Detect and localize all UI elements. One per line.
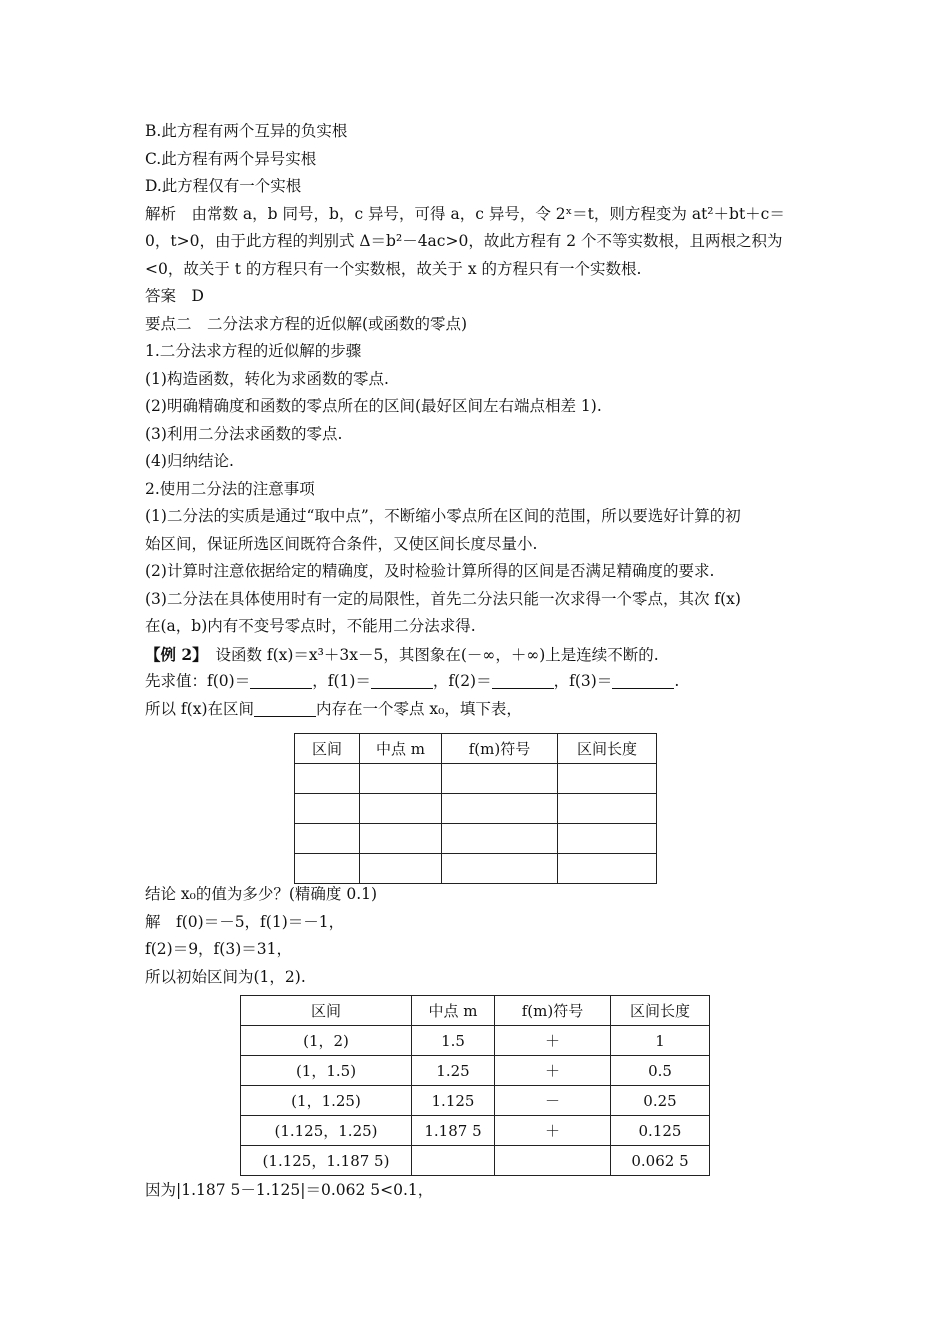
blank-f3[interactable] bbox=[612, 672, 674, 689]
blank-f1[interactable] bbox=[371, 672, 433, 689]
cell-sign: ＋ bbox=[495, 1026, 611, 1056]
example-tag: 【例 2】 bbox=[145, 644, 200, 664]
note-3-line-1: (3)二分法在具体使用时有一定的局限性，首先二分法只能一次求得一个零点，其次 f(x) bbox=[145, 589, 741, 608]
option-c: C.此方程有两个异号实根 bbox=[145, 149, 317, 168]
note-2: (2)计算时注意依据给定的精确度，及时检验计算所得的区间是否满足精确度的要求. bbox=[145, 562, 715, 580]
table-cell[interactable] bbox=[442, 794, 558, 824]
blank-table bbox=[294, 733, 657, 884]
bisection-table bbox=[240, 995, 710, 1176]
table-cell[interactable] bbox=[442, 854, 558, 884]
note-1-line-2: 始区间，保证所选区间既符合条件，又使区间长度尽量小. bbox=[145, 534, 538, 553]
table-cell[interactable] bbox=[295, 824, 360, 854]
cell-interval: (1.125，1.25) bbox=[241, 1116, 412, 1146]
table-cell[interactable] bbox=[295, 764, 360, 794]
q1-part-e: . bbox=[674, 672, 680, 690]
table-cell[interactable] bbox=[558, 794, 657, 824]
header-sign: f(m)符号 bbox=[495, 996, 611, 1026]
header-midpoint: 中点 m bbox=[360, 734, 442, 764]
cell-midpoint bbox=[412, 1146, 495, 1176]
header-midpoint: 中点 m bbox=[412, 996, 495, 1026]
blank-f0[interactable] bbox=[250, 672, 312, 689]
cell-sign bbox=[495, 1146, 611, 1176]
cell-interval: (1，2) bbox=[241, 1026, 412, 1056]
q2-part-b: 内存在一个零点 x₀，填下表， bbox=[316, 699, 522, 718]
note-3-line-2: 在(a，b)内有不变号零点时，不能用二分法求得. bbox=[145, 617, 476, 635]
subheading-1: 1.二分法求方程的近似解的步骤 bbox=[145, 342, 362, 360]
cell-length: 0.062 5 bbox=[611, 1146, 710, 1176]
table-row bbox=[241, 1026, 710, 1056]
table-row bbox=[295, 794, 657, 824]
header-interval: 区间 bbox=[241, 996, 412, 1026]
table-row bbox=[241, 1056, 710, 1086]
subheading-2: 2.使用二分法的注意事项 bbox=[145, 479, 315, 498]
example-2 bbox=[145, 641, 810, 669]
cell-length: 0.125 bbox=[611, 1116, 710, 1146]
table-cell[interactable] bbox=[295, 854, 360, 884]
table-cell[interactable] bbox=[360, 794, 442, 824]
example-text: 设函数 f(x)＝x³＋3x－5，其图象在(－∞，＋∞)上是连续不断的. bbox=[199, 645, 659, 664]
cell-interval: (1.125，1.187 5) bbox=[241, 1146, 412, 1176]
q1-part-d: ，f(3)＝ bbox=[553, 672, 613, 690]
section-heading: 要点二 二分法求方程的近似解(或函数的零点) bbox=[145, 314, 468, 333]
cell-sign: ＋ bbox=[495, 1116, 611, 1146]
analysis-line-3: <0，故关于 t 的方程只有一个实数根，故关于 x 的方程只有一个实数根. bbox=[145, 259, 642, 278]
solution-block bbox=[145, 881, 810, 991]
cell-length: 0.5 bbox=[611, 1056, 710, 1086]
cell-interval: (1，1.5) bbox=[241, 1056, 412, 1086]
step-3: (3)利用二分法求函数的零点. bbox=[145, 424, 343, 443]
cell-midpoint: 1.25 bbox=[412, 1056, 495, 1086]
analysis-line-2: 0，t>0，由于此方程的判别式 Δ＝b²－4ac>0，故此方程有 2 个不等实数根，且两根之积为 bbox=[145, 232, 783, 250]
cell-midpoint: 1.187 5 bbox=[412, 1116, 495, 1146]
note-1-line-1: (1)二分法的实质是通过“取中点”，不断缩小零点所在区间的范围，所以要选好计算的初 bbox=[145, 507, 741, 525]
table-cell[interactable] bbox=[558, 764, 657, 794]
table-cell[interactable] bbox=[360, 854, 442, 884]
option-d: D.此方程仅有一个实根 bbox=[145, 177, 302, 195]
table-cell[interactable] bbox=[360, 824, 442, 854]
table-row bbox=[295, 854, 657, 884]
final-line: 因为|1.187 5－1.125|＝0.062 5<0.1， bbox=[145, 1181, 434, 1199]
table-cell[interactable] bbox=[558, 824, 657, 854]
table-header-row bbox=[241, 996, 710, 1026]
cell-midpoint: 1.5 bbox=[412, 1026, 495, 1056]
table-row bbox=[241, 1086, 710, 1116]
header-length: 区间长度 bbox=[611, 996, 710, 1026]
cell-length: 0.25 bbox=[611, 1086, 710, 1116]
table-row bbox=[295, 764, 657, 794]
step-2: (2)明确精确度和函数的零点所在的区间(最好区间左右端点相差 1). bbox=[145, 397, 602, 415]
solution-line-2: f(2)＝9，f(3)＝31， bbox=[145, 940, 292, 958]
q1-part-b: ，f(1)＝ bbox=[312, 672, 371, 690]
final-block bbox=[145, 1177, 810, 1205]
table-cell[interactable] bbox=[360, 764, 442, 794]
header-interval: 区间 bbox=[295, 734, 360, 764]
solution-line-1: 解 f(0)＝－5，f(1)＝－1， bbox=[145, 912, 345, 931]
table-row bbox=[241, 1146, 710, 1176]
cell-interval: (1，1.25) bbox=[241, 1086, 412, 1116]
table-header-row bbox=[295, 734, 657, 764]
solution-line-3: 所以初始区间为(1，2). bbox=[145, 967, 306, 986]
step-4: (4)归纳结论. bbox=[145, 452, 234, 470]
header-sign: f(m)符号 bbox=[442, 734, 558, 764]
blank-f2[interactable] bbox=[492, 672, 554, 689]
table-row bbox=[241, 1116, 710, 1146]
cell-midpoint: 1.125 bbox=[412, 1086, 495, 1116]
q1-part-a: 先求值：f(0)＝ bbox=[145, 672, 251, 690]
table-cell[interactable] bbox=[442, 764, 558, 794]
cell-sign: － bbox=[495, 1086, 611, 1116]
example-question-1 bbox=[145, 668, 810, 696]
table-row bbox=[295, 824, 657, 854]
cell-length: 1 bbox=[611, 1026, 710, 1056]
cell-sign: ＋ bbox=[495, 1056, 611, 1086]
step-1: (1)构造函数，转化为求函数的零点. bbox=[145, 369, 389, 388]
answer: 答案 D bbox=[145, 287, 204, 305]
example-question-2 bbox=[145, 696, 810, 724]
table-cell[interactable] bbox=[558, 854, 657, 884]
analysis-line-1: 解析 由常数 a，b 同号，b，c 异号，可得 a，c 异号，令 2ˣ＝t，则方程变为 at²＋bt＋c＝ bbox=[145, 204, 785, 223]
table-cell[interactable] bbox=[442, 824, 558, 854]
table-cell[interactable] bbox=[295, 794, 360, 824]
q1-part-c: ，f(2)＝ bbox=[432, 672, 492, 690]
document-body bbox=[145, 118, 810, 723]
q2-part-a: 所以 f(x)在区间 bbox=[145, 699, 254, 718]
option-b: B.此方程有两个互异的负实根 bbox=[145, 122, 348, 140]
header-length: 区间长度 bbox=[558, 734, 657, 764]
blank-interval[interactable] bbox=[254, 700, 316, 717]
conclusion-question: 结论 x₀的值为多少？(精确度 0.1) bbox=[145, 885, 378, 903]
